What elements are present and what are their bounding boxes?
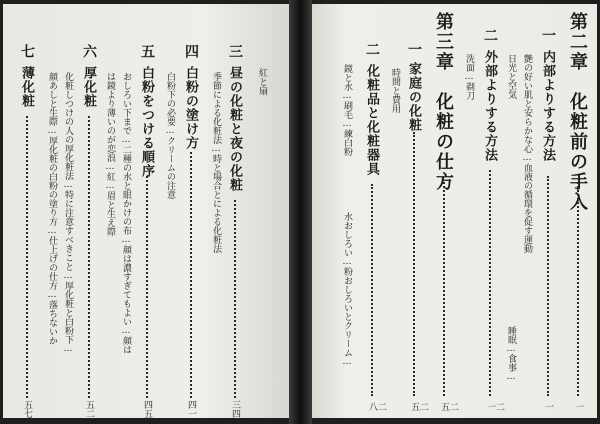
subentry-line	[163, 4, 177, 418]
chapter-title: 第三章 化粧の仕方	[433, 12, 454, 192]
section-title: 家庭の化粧	[406, 62, 421, 132]
subentry-text: 白粉下の必要…クリームの注意	[165, 72, 175, 199]
subentry-line	[103, 4, 117, 418]
subentry-line	[462, 4, 476, 418]
leader-dots	[547, 176, 549, 396]
leader-dots	[26, 116, 28, 398]
subentry-text: は鏡より薄いのが恋浪…紅…眉と生え際	[105, 72, 115, 236]
subentry-line	[340, 4, 354, 418]
section-entry	[79, 4, 99, 418]
leader-dots	[146, 176, 148, 398]
leader-dots	[88, 116, 90, 398]
page-number: 三四	[230, 400, 240, 418]
page-number: 一	[573, 402, 583, 411]
page-number: 二八	[367, 402, 386, 411]
book-spine	[289, 0, 312, 424]
section-number: 六	[81, 44, 97, 59]
subentry-text: 睡眠…食事…	[506, 326, 516, 382]
section-entry	[17, 4, 37, 418]
section-entry	[404, 4, 428, 418]
section-entry	[225, 4, 245, 418]
chapter-heading-3	[432, 4, 456, 418]
section-number: 七	[19, 44, 35, 59]
section-title: 白粉をつける順序	[139, 66, 154, 178]
subentry-text: 時間と費用	[390, 68, 400, 113]
right-page	[312, 4, 597, 418]
leader-dots	[190, 152, 192, 398]
section-title: 内部よりする方法	[540, 50, 555, 162]
section-number: 五	[139, 44, 155, 59]
subentry-text: 鏡と水…刷毛…練白粉	[342, 64, 352, 156]
subentry-line	[255, 4, 269, 418]
section-number: 二	[364, 42, 380, 57]
section-entry	[538, 4, 558, 418]
subentry-line	[504, 4, 518, 418]
section-entry	[480, 4, 504, 418]
subentry-text: 紅と扇	[257, 68, 267, 95]
subentry-text: おしろい下まで…二種の水と眼かけの布…顔は濃すぎてもよい…顔は	[121, 72, 131, 354]
page-number: 四一	[186, 400, 196, 418]
chapter-title: 第二章 化粧前の手入	[567, 12, 588, 212]
section-title: 外部よりする方法	[482, 50, 497, 162]
section-entry	[362, 4, 386, 418]
page-number: 一	[543, 402, 553, 411]
subentry-line	[209, 4, 223, 418]
subentry-line	[520, 4, 534, 418]
section-number: 一	[406, 42, 422, 57]
section-title: 白粉の塗け方	[183, 66, 198, 150]
leader-dots	[234, 200, 236, 398]
subentry-line	[388, 4, 402, 418]
section-title: 化粧品と化粧器具	[364, 64, 379, 176]
section-entry	[137, 4, 157, 418]
section-title: 薄化粧	[19, 66, 34, 108]
leader-dots	[413, 132, 415, 396]
leader-dots	[443, 182, 445, 396]
left-page	[3, 4, 289, 418]
section-number: 三	[227, 44, 243, 59]
subentry-text: 顔あしと生際…厚化粧の白粉の塗り方…仕上げの仕方…落ちないか	[47, 72, 57, 345]
subentry-text: 洗面…剃刀	[464, 54, 474, 100]
subentry-line	[61, 4, 75, 418]
page-number: 二一	[485, 402, 504, 411]
page-number: 五七	[22, 400, 32, 418]
section-number: 二	[482, 28, 498, 43]
section-title: 昼の化粧と夜の化粧	[227, 66, 242, 192]
leader-dots	[371, 184, 373, 396]
section-number: 一	[540, 28, 556, 43]
subentry-text: 艶の好い肌と安らかな心…血液の循環を促す運動	[522, 54, 532, 253]
subentry-line	[45, 4, 59, 418]
subentry-text: 季節による化粧法…時と場合とによる化粧法	[211, 72, 221, 253]
chapter-heading-2	[566, 4, 590, 418]
page-number: 二五	[409, 402, 428, 411]
section-number: 四	[183, 44, 199, 59]
subentry-line	[119, 4, 133, 418]
subentry-text: 化粧しつけの人の厚化粧法…特に注意すべきこと…厚化粧と白粉下…	[63, 72, 73, 354]
subentry-text: 日光と空気	[506, 54, 516, 99]
page-number: 四五	[142, 400, 152, 418]
page-number: 二五	[439, 402, 458, 411]
subentry-text: 水おしろい…粉おしろいとクリーム…	[342, 212, 352, 367]
leader-dots	[577, 182, 579, 396]
leader-dots	[489, 170, 491, 396]
page-number: 五二	[84, 400, 94, 418]
section-title: 厚化粧	[81, 66, 96, 108]
section-entry	[181, 4, 201, 418]
